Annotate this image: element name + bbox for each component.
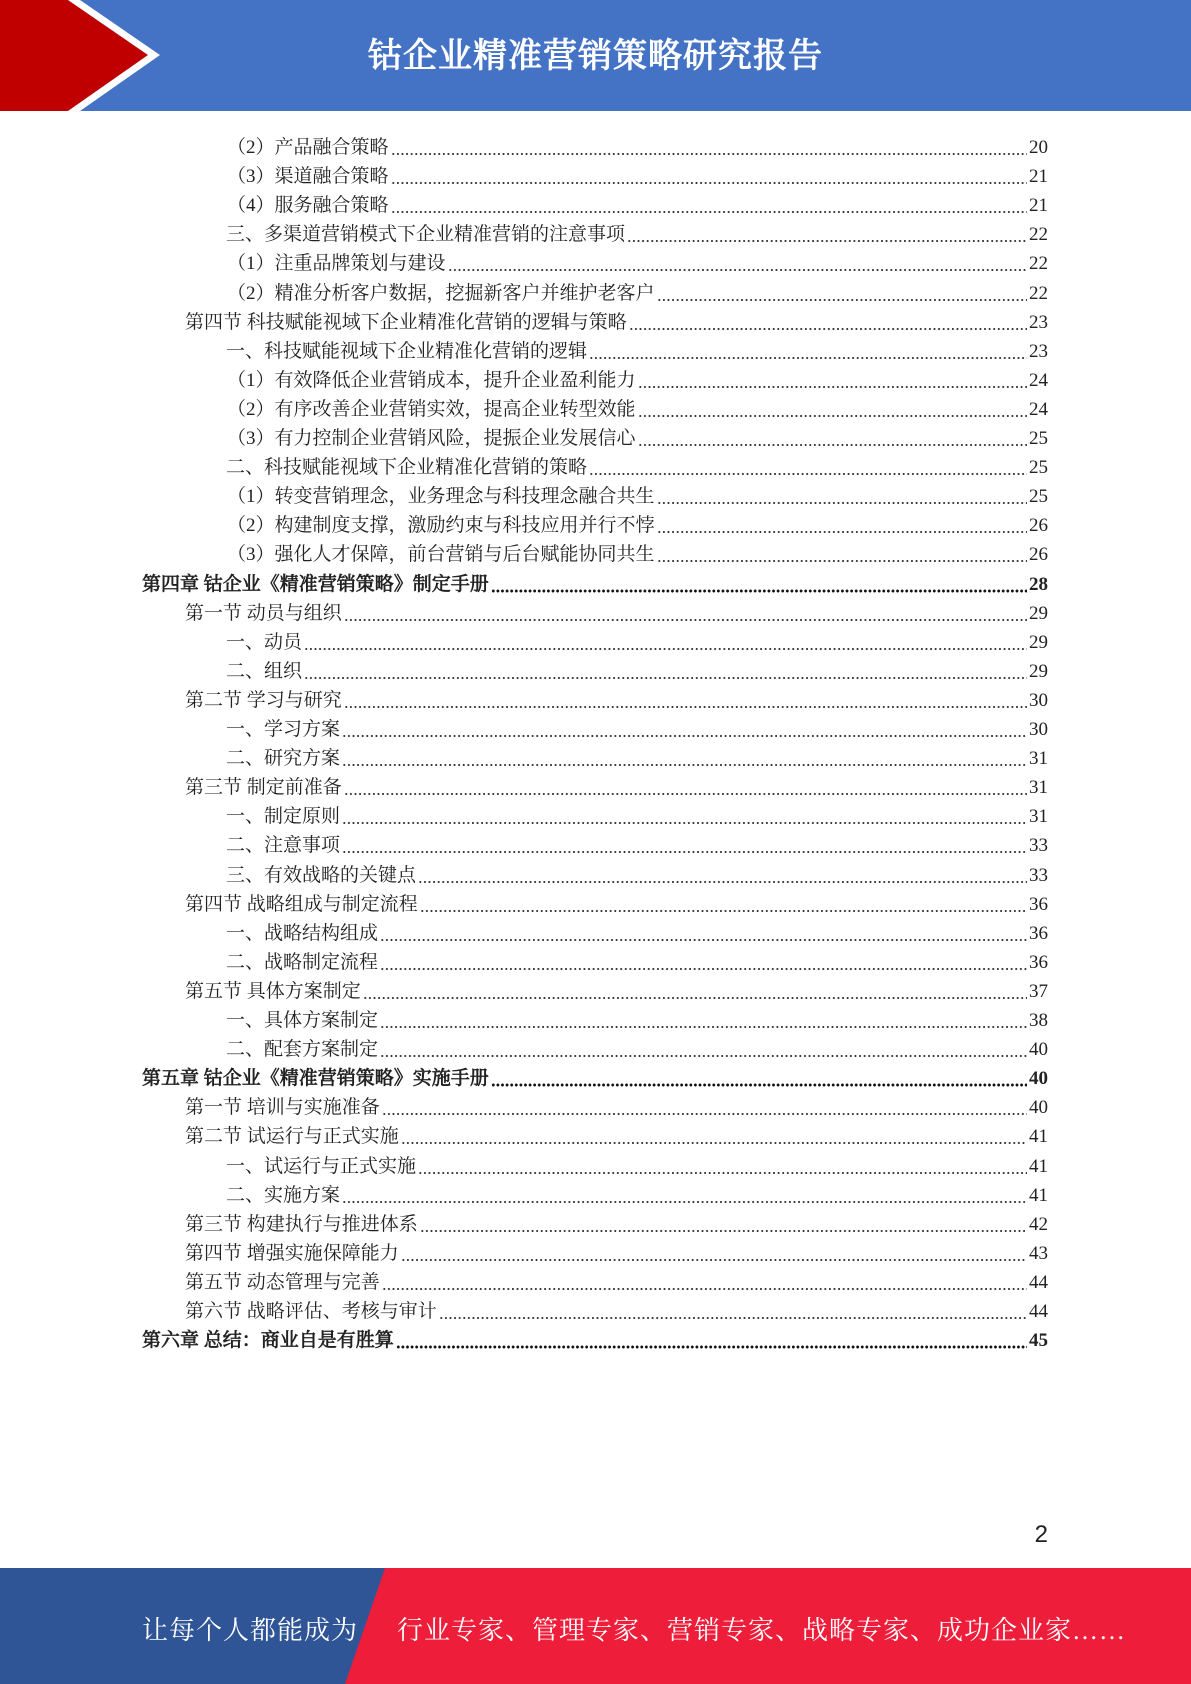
toc-entry-page: 30 xyxy=(1029,719,1048,740)
toc-entry-label: 二、战略制定流程 xyxy=(226,951,379,973)
toc-subsection-entry[interactable] xyxy=(226,1030,1048,1061)
toc-entry-page: 42 xyxy=(1029,1213,1048,1235)
toc-dot-leader xyxy=(420,1211,1027,1233)
toc-entry-label: 第四节 增强实施保障能力 xyxy=(185,1242,399,1264)
toc-entry-page: 36 xyxy=(1029,893,1048,915)
toc-dot-leader xyxy=(638,425,1027,447)
toc-section-entry[interactable] xyxy=(185,972,1048,1003)
toc-subsection-entry[interactable] xyxy=(226,1176,1048,1207)
toc-entry-page: 29 xyxy=(1029,631,1048,653)
toc-subsection-entry[interactable] xyxy=(227,157,1048,188)
toc-chapter-entry[interactable] xyxy=(142,565,1048,596)
toc-subsection-entry[interactable] xyxy=(226,1147,1048,1178)
toc-subsection-entry[interactable] xyxy=(227,477,1048,508)
toc-entry-page: 38 xyxy=(1029,1010,1048,1031)
page-footer xyxy=(0,1568,1191,1684)
toc-entry-page: 28 xyxy=(1029,573,1048,595)
toc-entry-label: 第四节 战略组成与制定流程 xyxy=(185,893,418,915)
toc-dot-leader xyxy=(657,541,1027,563)
toc-entry-page: 22 xyxy=(1029,253,1048,275)
toc-dot-leader xyxy=(418,1153,1027,1175)
toc-entry-label: （1）转变营销理念，业务理念与科技理念融合共生 xyxy=(227,486,655,508)
toc-dot-leader xyxy=(629,309,1027,331)
toc-entry-page: 40 xyxy=(1029,1039,1048,1061)
toc-entry-label: 第一节 培训与实施准备 xyxy=(185,1097,380,1119)
toc-chapter-entry[interactable] xyxy=(142,1321,1048,1352)
toc-dot-leader xyxy=(448,250,1027,272)
toc-dot-leader xyxy=(396,1327,1027,1349)
toc-entry-page: 41 xyxy=(1029,1126,1048,1148)
toc-dot-leader xyxy=(391,134,1027,156)
toc-entry-label: 第六节 战略评估、考核与审计 xyxy=(185,1301,437,1322)
toc-entry-page: 31 xyxy=(1029,777,1048,799)
toc-entry-page: 25 xyxy=(1029,428,1048,449)
toc-entry-label: 第二节 试运行与正式实施 xyxy=(185,1126,399,1148)
toc-entry-label: 第四节 科技赋能视域下企业精准化营销的逻辑与策略 xyxy=(185,311,627,333)
toc-subsection-entry[interactable] xyxy=(227,419,1048,450)
toc-entry-label: 二、实施方案 xyxy=(226,1184,341,1206)
toc-entry-label: （4）服务融合策略 xyxy=(227,195,389,217)
toc-entry-page: 23 xyxy=(1029,340,1048,362)
page-number: 2 xyxy=(1034,1521,1048,1548)
toc-section-entry[interactable] xyxy=(185,1292,1048,1323)
toc-dot-leader xyxy=(380,920,1027,942)
toc-dot-leader xyxy=(342,1182,1027,1204)
toc-subsection-entry[interactable] xyxy=(226,215,1048,246)
toc-dot-leader xyxy=(589,454,1027,476)
toc-entry-label: 二、研究方案 xyxy=(226,748,341,770)
toc-dot-leader xyxy=(380,1007,1027,1029)
toc-dot-leader xyxy=(589,338,1027,360)
toc-dot-leader xyxy=(363,978,1027,1000)
toc-entry-page: 33 xyxy=(1029,864,1048,886)
toc-entry-label: （2）产品融合策略 xyxy=(227,137,389,158)
toc-entry-label: 一、具体方案制定 xyxy=(226,1010,379,1031)
toc-entry-label: 二、科技赋能视域下企业精准化营销的策略 xyxy=(226,457,588,479)
toc-entry-label: 一、试运行与正式实施 xyxy=(226,1155,417,1177)
toc-dot-leader xyxy=(342,716,1027,738)
toc-entry-label: 第六章 总结：商业自是有胜算 xyxy=(142,1330,394,1352)
toc-dot-leader xyxy=(401,1123,1027,1145)
toc-dot-leader xyxy=(657,280,1027,302)
toc-entry-label: 三、有效战略的关键点 xyxy=(226,864,417,886)
toc-entry-page: 24 xyxy=(1029,369,1048,391)
toc-entry-label: 一、战略结构组成 xyxy=(226,922,379,944)
toc-dot-leader xyxy=(491,571,1027,593)
toc-entry-label: 三、多渠道营销模式下企业精准营销的注意事项 xyxy=(226,224,626,246)
toc-entry-page: 41 xyxy=(1029,1184,1048,1206)
toc-dot-leader xyxy=(491,1065,1027,1087)
toc-entry-label: （2）有序改善企业营销实效，提高企业转型效能 xyxy=(227,398,636,420)
toc-section-entry[interactable] xyxy=(185,1117,1048,1148)
toc-subsection-entry[interactable] xyxy=(227,186,1048,217)
toc-entry-label: （3）渠道融合策略 xyxy=(227,166,389,188)
toc-subsection-entry[interactable] xyxy=(226,739,1048,770)
toc-entry-page: 21 xyxy=(1029,166,1048,188)
toc-entry-label: 一、科技赋能视域下企业精准化营销的逻辑 xyxy=(226,340,588,362)
toc-entry-label: 第三节 构建执行与推进体系 xyxy=(185,1213,418,1235)
toc-entry-page: 20 xyxy=(1029,137,1048,158)
toc-entry-page: 36 xyxy=(1029,951,1048,973)
toc-dot-leader xyxy=(344,600,1027,622)
toc-dot-leader xyxy=(418,862,1027,884)
toc-entry-label: 第四章 钴企业《精准营销策略》制定手册 xyxy=(142,573,489,595)
toc-entry-label: （2）精准分析客户数据，挖掘新客户并维护老客户 xyxy=(227,282,655,304)
toc-dot-leader xyxy=(638,367,1027,389)
toc-entry-label: （2）构建制度支撑，激励约束与科技应用并行不悖 xyxy=(227,515,655,537)
toc-section-entry[interactable] xyxy=(185,303,1048,334)
toc-section-entry[interactable] xyxy=(185,1205,1048,1236)
toc-section-entry[interactable] xyxy=(185,681,1048,712)
toc-section-entry[interactable] xyxy=(185,1263,1048,1294)
toc-subsection-entry[interactable] xyxy=(226,826,1048,857)
toc-dot-leader xyxy=(657,512,1027,534)
footer-slogan-right: 行业专家、管理专家、营销专家、战略专家、成功企业家…… xyxy=(397,1616,1127,1645)
toc-entry-page: 26 xyxy=(1029,515,1048,537)
toc-entry-page: 44 xyxy=(1029,1301,1048,1322)
toc-section-entry[interactable] xyxy=(185,1088,1048,1119)
toc-subsection-entry[interactable] xyxy=(226,710,1048,741)
toc-entry-page: 23 xyxy=(1029,311,1048,333)
toc-dot-leader xyxy=(342,745,1027,767)
footer-slogan-left: 让每个人都能成为 xyxy=(142,1616,359,1645)
toc-dot-leader xyxy=(382,1094,1027,1116)
toc-entry-page: 40 xyxy=(1029,1097,1048,1119)
toc-subsection-entry[interactable] xyxy=(227,128,1048,159)
toc-entry-label: （3）强化人才保障，前台营销与后台赋能协同共生 xyxy=(227,544,655,566)
toc-entry-label: 第五章 钴企业《精准营销策略》实施手册 xyxy=(142,1068,489,1090)
toc-dot-leader xyxy=(342,832,1027,854)
toc-subsection-entry[interactable] xyxy=(226,1001,1048,1032)
toc-dot-leader xyxy=(391,192,1027,214)
toc-dot-leader xyxy=(304,658,1027,680)
toc-chapter-entry[interactable] xyxy=(142,1059,1048,1090)
toc-entry-page: 45 xyxy=(1029,1330,1048,1352)
toc-dot-leader xyxy=(380,949,1027,971)
toc-entry-label: （3）有力控制企业营销风险，提振企业发展信心 xyxy=(227,428,636,449)
toc-entry-page: 33 xyxy=(1029,835,1048,857)
toc-entry-page: 22 xyxy=(1029,282,1048,304)
toc-entry-label: 一、动员 xyxy=(226,631,303,653)
toc-entry-label: （1）注重品牌策划与建设 xyxy=(227,253,446,275)
toc-dot-leader xyxy=(420,891,1027,913)
toc-entry-page: 29 xyxy=(1029,602,1048,624)
toc-dot-leader xyxy=(401,1240,1027,1262)
toc-entry-page: 21 xyxy=(1029,195,1048,217)
toc-entry-label: （1）有效降低企业营销成本，提升企业盈利能力 xyxy=(227,369,636,391)
toc-subsection-entry[interactable] xyxy=(227,244,1048,275)
toc-section-entry[interactable] xyxy=(185,768,1048,799)
toc-entry-page: 43 xyxy=(1029,1242,1048,1264)
document-title: 钴企业精准营销策略研究报告 xyxy=(368,36,823,76)
toc-section-entry[interactable] xyxy=(185,594,1048,625)
toc-subsection-entry[interactable] xyxy=(226,797,1048,828)
toc-subsection-entry[interactable] xyxy=(226,914,1048,945)
toc-dot-leader xyxy=(342,803,1027,825)
toc-dot-leader xyxy=(304,629,1027,651)
toc-subsection-entry[interactable] xyxy=(226,332,1048,363)
toc-subsection-entry[interactable] xyxy=(227,390,1048,421)
toc-entry-page: 31 xyxy=(1029,806,1048,828)
toc-subsection-entry[interactable] xyxy=(226,623,1048,654)
toc-dot-leader xyxy=(391,163,1027,185)
toc-subsection-entry[interactable] xyxy=(227,274,1048,305)
toc-entry-page: 30 xyxy=(1029,689,1048,711)
toc-entry-label: 二、注意事项 xyxy=(226,835,341,857)
toc-subsection-entry[interactable] xyxy=(226,652,1048,683)
toc-subsection-entry[interactable] xyxy=(227,506,1048,537)
toc-dot-leader xyxy=(344,774,1027,796)
toc-entry-label: 第一节 动员与组织 xyxy=(185,602,342,624)
toc-subsection-entry[interactable] xyxy=(226,448,1048,479)
toc-entry-page: 41 xyxy=(1029,1155,1048,1177)
toc-entry-page: 36 xyxy=(1029,922,1048,944)
toc-entry-label: 第五节 具体方案制定 xyxy=(185,980,361,1002)
toc-entry-label: 一、学习方案 xyxy=(226,719,341,740)
toc-dot-leader xyxy=(638,396,1027,418)
toc-entry-label: 二、组织 xyxy=(226,660,303,682)
toc-dot-leader xyxy=(657,483,1027,505)
toc-entry-page: 44 xyxy=(1029,1271,1048,1293)
toc-entry-label: 二、配套方案制定 xyxy=(226,1039,379,1061)
toc-subsection-entry[interactable] xyxy=(227,361,1048,392)
toc-entry-label: 一、制定原则 xyxy=(226,806,341,828)
toc-entry-label: 第三节 制定前准备 xyxy=(185,777,342,799)
toc-entry-label: 第二节 学习与研究 xyxy=(185,689,342,711)
toc-entry-page: 25 xyxy=(1029,486,1048,508)
toc-entry-page: 25 xyxy=(1029,457,1048,479)
toc-subsection-entry[interactable] xyxy=(227,535,1048,566)
toc-entry-page: 31 xyxy=(1029,748,1048,770)
toc-dot-leader xyxy=(627,221,1027,243)
toc-entry-page: 29 xyxy=(1029,660,1048,682)
toc-entry-page: 22 xyxy=(1029,224,1048,246)
toc-dot-leader xyxy=(380,1036,1027,1058)
toc-entry-page: 24 xyxy=(1029,398,1048,420)
toc-entry-page: 26 xyxy=(1029,544,1048,566)
toc-subsection-entry[interactable] xyxy=(226,856,1048,887)
toc-dot-leader xyxy=(344,687,1027,709)
toc-section-entry[interactable] xyxy=(185,1234,1048,1265)
page-header xyxy=(0,0,1191,111)
toc-dot-leader xyxy=(382,1269,1027,1291)
toc-entry-page: 40 xyxy=(1029,1068,1048,1090)
toc-subsection-entry[interactable] xyxy=(226,943,1048,974)
toc-entry-label: 第五节 动态管理与完善 xyxy=(185,1271,380,1293)
toc-section-entry[interactable] xyxy=(185,885,1048,916)
toc-entry-page: 37 xyxy=(1029,980,1048,1002)
toc-dot-leader xyxy=(439,1298,1027,1320)
